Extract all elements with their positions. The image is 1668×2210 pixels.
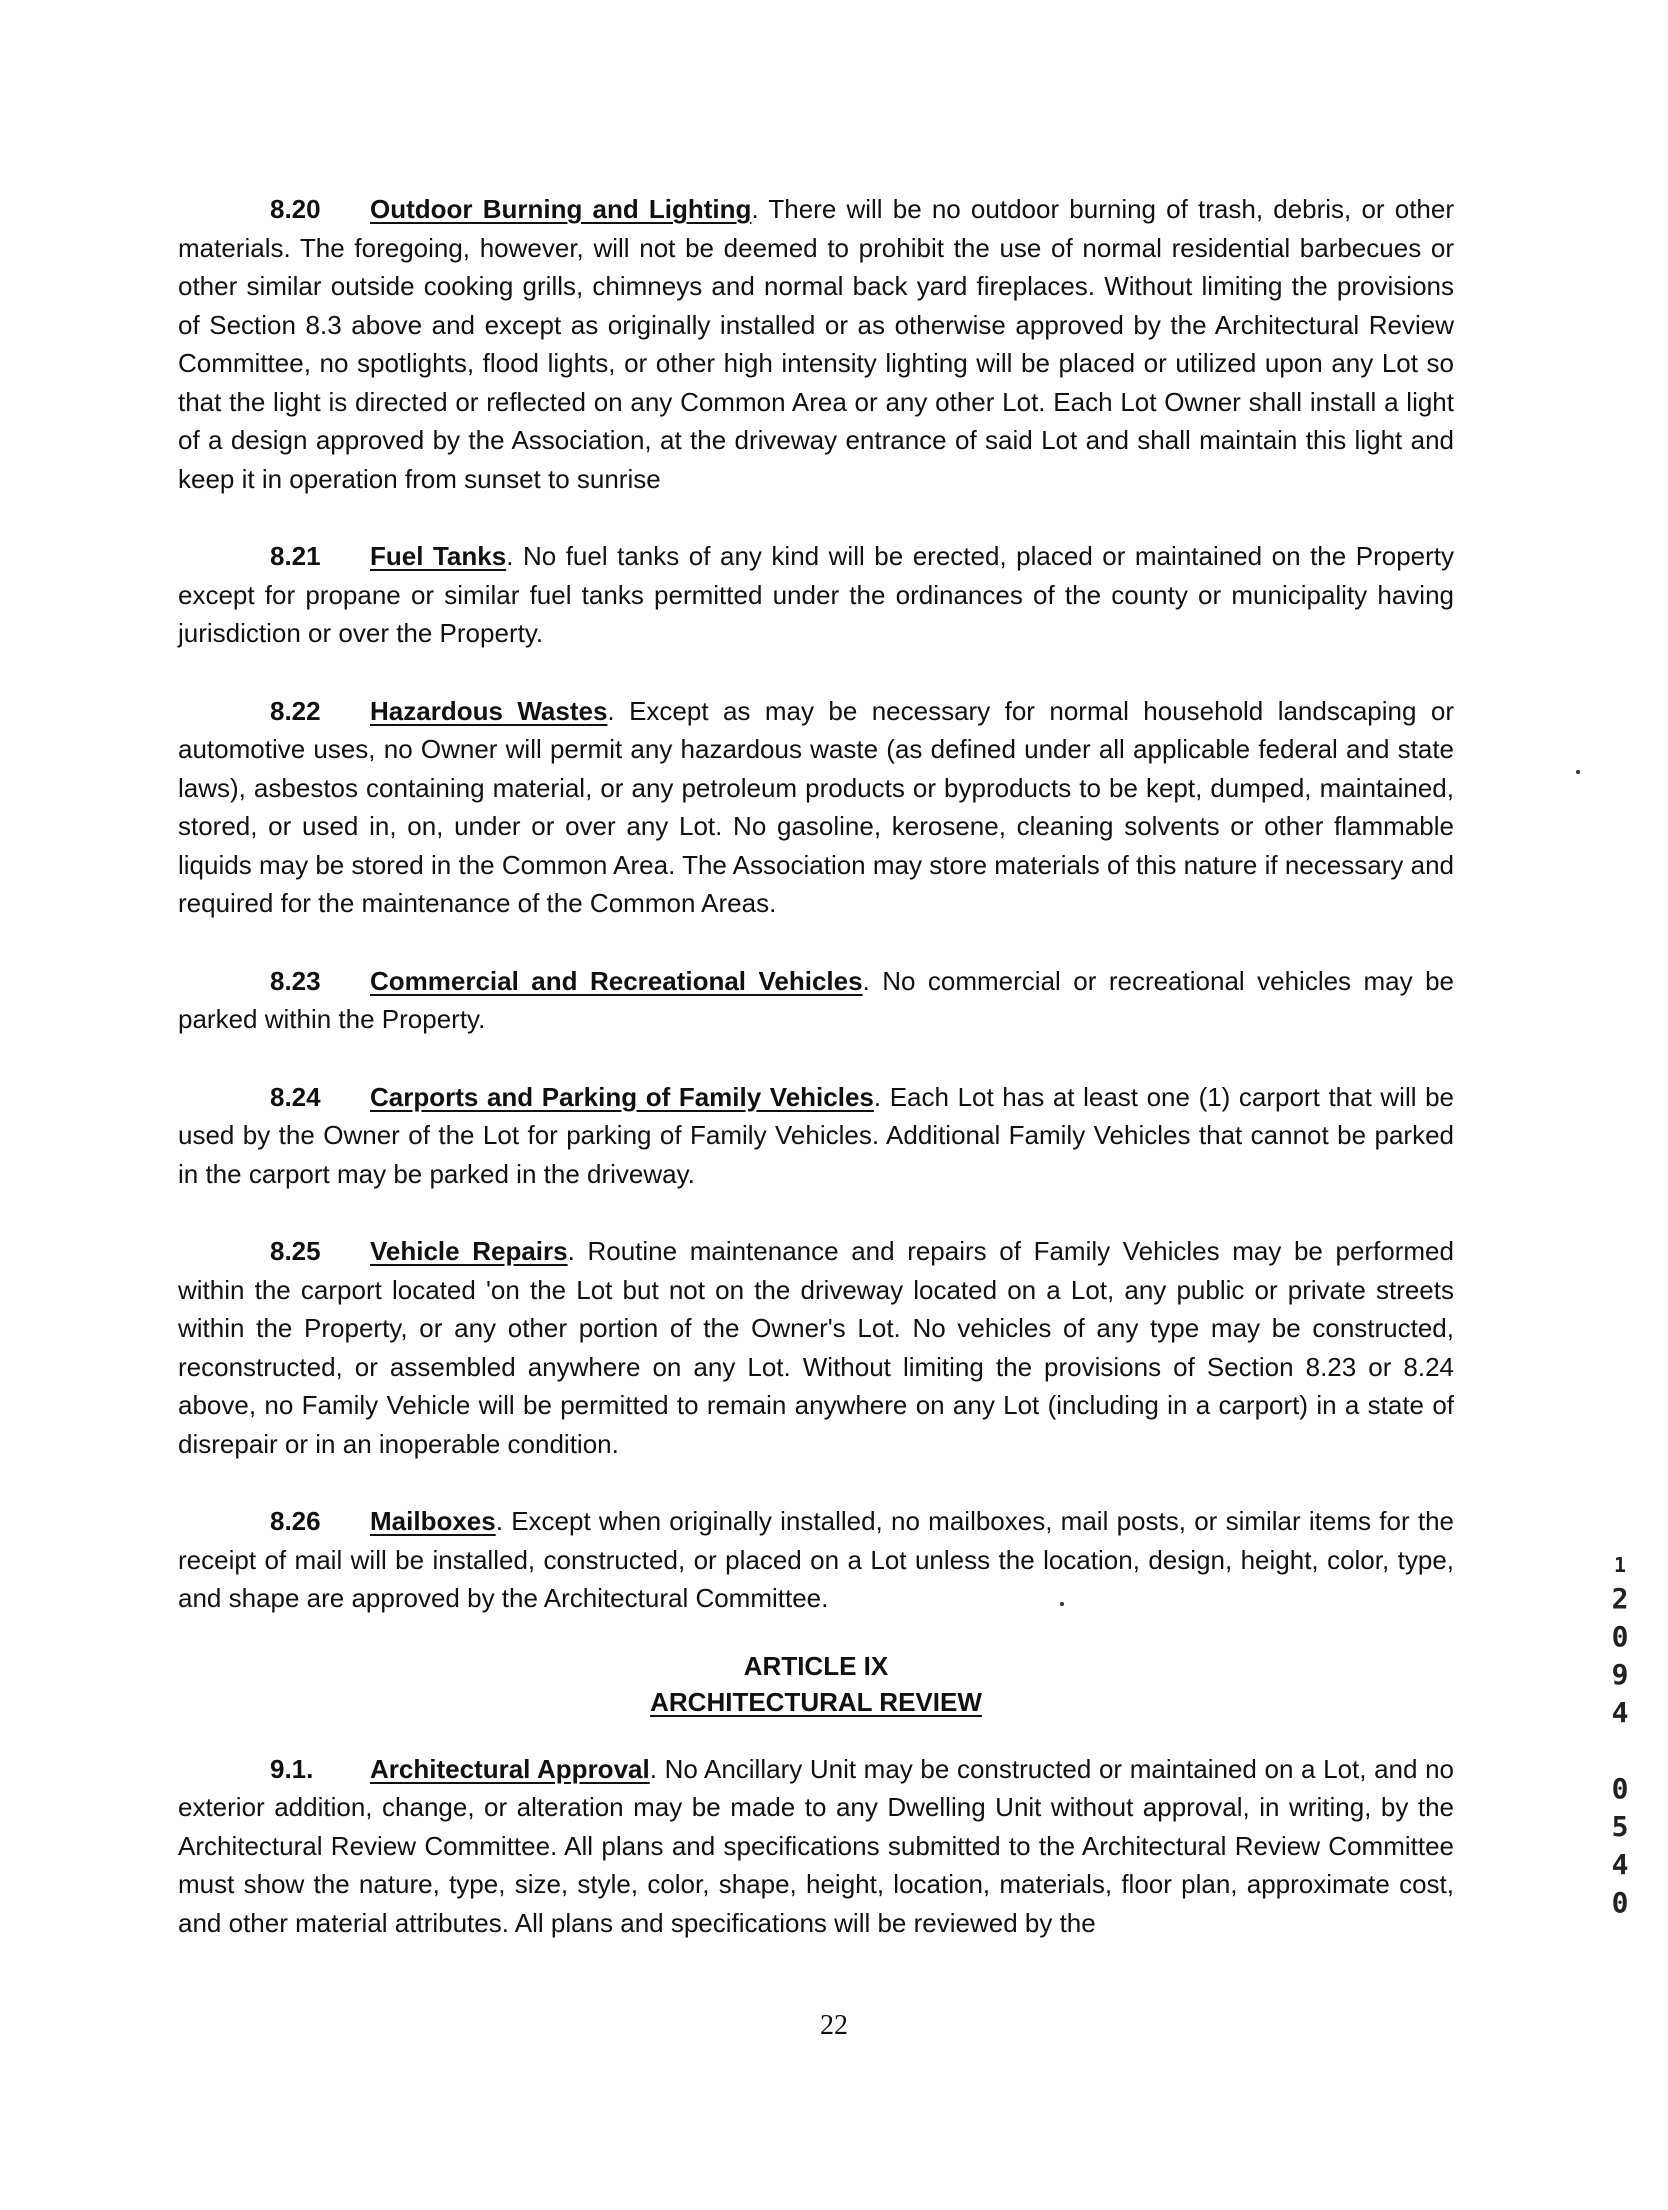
article-label: ARTICLE IX <box>743 1650 889 1681</box>
section-heading: Carports and Parking of Family Vehicles <box>370 1081 874 1112</box>
section-paragraph: 8.20 Outdoor Burning and Lighting. There will be no outdoor burning of trash, debris, or other materials. The foregoing, however, will not be deemed to prohibit the use of normal residential barbecues or other similar outside cooking grills, chimneys and normal back yard fireplaces. Without limiting the provisions of Section 8.3 above and except as originally installed or as otherwise approved by the Architectural Review Committee, no spotlights, flood lights, or other high intensity lighting will be placed or utilized upon any Lot so that the light is directed or reflected on any Common Area or any other Lot. Each Lot Owner shall install a light of a design approved by the Association, at the driveway entrance of said Lot and shall maintain this light and keep it in operation from sunset to sunrise <box>178 190 1454 498</box>
section-heading: Commercial and Recreational Vehicles <box>370 965 863 996</box>
section-text: No fuel tanks of any kind will be erected, placed or maintained on the Property except for propane or similar fuel tanks permitted under the ordinances of the county or municipality having jurisdiction or over the Property. <box>178 541 1454 648</box>
section-paragraph: 9.1. Architectural Approval. No Ancillary Unit may be constructed or maintained on a Lot, and no exterior addition, change, or alteration may be made to any Dwelling Unit without approval, in writing, by the Architectural Review Committee. All plans and specifications submitted to the Architectural Review Committee must show the nature, type, size, style, color, shape, height, location, materials, floor plan, approximate cost, and other material attributes. All plans and specifications will be reviewed by the <box>178 1750 1454 1943</box>
scan-speck <box>1060 1602 1064 1606</box>
article-title: ARCHITECTURAL REVIEW <box>650 1686 982 1717</box>
stamp-digit: 1 <box>1613 1553 1627 1577</box>
stamp-digit: 4 <box>1611 1696 1629 1729</box>
stamp-digit: 9 <box>1611 1658 1629 1691</box>
section-8-22 <box>178 692 1454 923</box>
section-heading: Mailboxes <box>370 1506 496 1536</box>
section-number: 8.24 <box>270 1081 321 1112</box>
section-8-20 <box>178 190 1454 498</box>
section-heading: Vehicle Repairs <box>370 1236 568 1266</box>
section-number: 8.20 <box>270 194 321 224</box>
section-number: 8.25 <box>270 1236 321 1266</box>
scan-speck <box>1576 770 1580 774</box>
section-paragraph: 8.23 Commercial and Recreational Vehicles. No commercial or recreational vehicles may be parked within the Property. <box>178 962 1454 1039</box>
section-paragraph: 8.26 Mailboxes. Except when originally installed, no mailboxes, mail posts, or similar items for the receipt of mail will be installed, constructed, or placed on a Lot unless the location, design, height, color, type, and shape are approved by the Architectural Committee. <box>178 1502 1454 1618</box>
recording-stamp-lower <box>1600 1770 1640 1922</box>
stamp-digit: 0 <box>1611 1772 1629 1805</box>
section-text: No Ancillary Unit may be constructed or maintained on a Lot, and no exterior addition, change, or alteration may be made to any Dwelling Unit without approval, in writing, by the Architectural Review Committee. All plans and specifications submitted to the Architectural Review Committee must show the nature, type, size, style, color, shape, height, location, materials, floor plan, approximate cost, and other material attributes. All plans and specifications will be reviewed by the <box>178 1753 1454 1938</box>
section-heading: Fuel Tanks <box>370 541 507 571</box>
section-paragraph: 8.22 Hazardous Wastes. Except as may be necessary for normal household landscaping or automotive uses, no Owner will permit any hazardous waste (as defined under all applicable federal and state laws), asbestos containing material, or any petroleum products or byproducts to be kept, dumped, maintained, stored, or used in, on, under or over any Lot. No gasoline, kerosene, cleaning solvents or other flammable liquids may be stored in the Common Area. The Association may store materials of this nature if necessary and required for the maintenance of the Common Areas. <box>178 692 1454 923</box>
section-text: Except as may be necessary for normal household landscaping or automotive uses, no Owner will permit any hazardous waste (as defined under all applicable federal and state laws), asbestos containing material, or any petroleum products or byproducts to be kept, dumped, maintained, stored, or used in, on, under or over any Lot. No gasoline, kerosene, cleaning solvents or other flammable liquids may be stored in the Common Area. The Association may store materials of this nature if necessary and required for the maintenance of the Common Areas. <box>178 695 1454 918</box>
stamp-digit: 0 <box>1611 1620 1629 1653</box>
section-9-1 <box>178 1750 1454 1943</box>
section-text: Except when originally installed, no mailboxes, mail posts, or similar items for the receipt of mail will be installed, constructed, or placed on a Lot unless the location, design, height, color, type, and shape are approved by the Architectural Committee. <box>178 1506 1454 1613</box>
section-number: 8.23 <box>270 965 321 996</box>
section-heading: Outdoor Burning and Lighting <box>370 194 752 224</box>
page-number: 22 <box>820 2010 848 2041</box>
stamp-digit: 2 <box>1611 1582 1629 1615</box>
section-paragraph: 8.24 Carports and Parking of Family Vehicles. Each Lot has at least one (1) carport that will be used by the Owner of the Lot for parking of Family Vehicles. Additional Family Vehicles that cannot be parked in the carport may be parked in the driveway. <box>178 1078 1454 1194</box>
section-text: No commercial or recreational vehicles may be parked within the Property. <box>178 965 1454 1034</box>
section-number: 8.21 <box>270 541 321 571</box>
section-text: There will be no outdoor burning of trash, debris, or other materials. The foregoing, however, will not be deemed to prohibit the use of normal residential barbecues or other similar outside cooking grills, chimneys and normal back yard fireplaces. Without limiting the provisions of Section 8.3 above and except as originally installed or as otherwise approved by the Architectural Review Committee, no spotlights, flood lights, or other high intensity lighting will be placed or utilized upon any Lot so that the light is directed or reflected on any Common Area or any other Lot. Each Lot Owner shall install a light of a design approved by the Association, at the driveway entrance of said Lot and shall maintain this light and keep it in operation from sunset to sunrise <box>178 194 1454 494</box>
section-heading: Architectural Approval <box>370 1753 650 1784</box>
section-number: 8.26 <box>270 1506 321 1536</box>
section-number: 8.22 <box>270 695 321 726</box>
document-body <box>178 190 1454 1942</box>
section-text: Routine maintenance and repairs of Family Vehicles may be performed within the carport located 'on the Lot but not on the driveway located on a Lot, any public or private streets within the Property, or any other portion of the Owner's Lot. No vehicles of any type may be constructed, reconstructed, or assembled anywhere on any Lot. Without limiting the provisions of Section 8.23 or 8.24 above, no Family Vehicle will be permitted to remain anywhere on any Lot (including in a carport) in a state of disrepair or in an inoperable condition. <box>178 1236 1454 1459</box>
recording-stamp-upper <box>1600 1550 1640 1732</box>
section-8-23 <box>178 962 1454 1039</box>
stamp-digit: 0 <box>1611 1886 1629 1919</box>
article-heading <box>178 1648 1454 1720</box>
section-heading: Hazardous Wastes <box>370 695 608 726</box>
stamp-digit: 4 <box>1611 1848 1629 1881</box>
section-paragraph: 8.21 Fuel Tanks. No fuel tanks of any kind will be erected, placed or maintained on the Property except for propane or similar fuel tanks permitted under the ordinances of the county or municipality having jurisdiction or over the Property. <box>178 537 1454 653</box>
section-8-24 <box>178 1078 1454 1194</box>
section-8-21 <box>178 537 1454 653</box>
section-text: Each Lot has at least one (1) carport that will be used by the Owner of the Lot for parking of Family Vehicles. Additional Family Vehicles that cannot be parked in the carport may be parked in the driveway. <box>178 1081 1455 1189</box>
section-paragraph: 8.25 Vehicle Repairs. Routine maintenance and repairs of Family Vehicles may be performed within the carport located 'on the Lot but not on the driveway located on a Lot, any public or private streets within the Property, or any other portion of the Owner's Lot. No vehicles of any type may be constructed, reconstructed, or assembled anywhere on any Lot. Without limiting the provisions of Section 8.23 or 8.24 above, no Family Vehicle will be permitted to remain anywhere on any Lot (including in a carport) in a state of disrepair or in an inoperable condition. <box>178 1232 1454 1463</box>
stamp-digit: 5 <box>1611 1810 1629 1843</box>
section-number: 9.1. <box>270 1753 314 1784</box>
section-8-25 <box>178 1232 1454 1463</box>
section-8-26 <box>178 1502 1454 1618</box>
